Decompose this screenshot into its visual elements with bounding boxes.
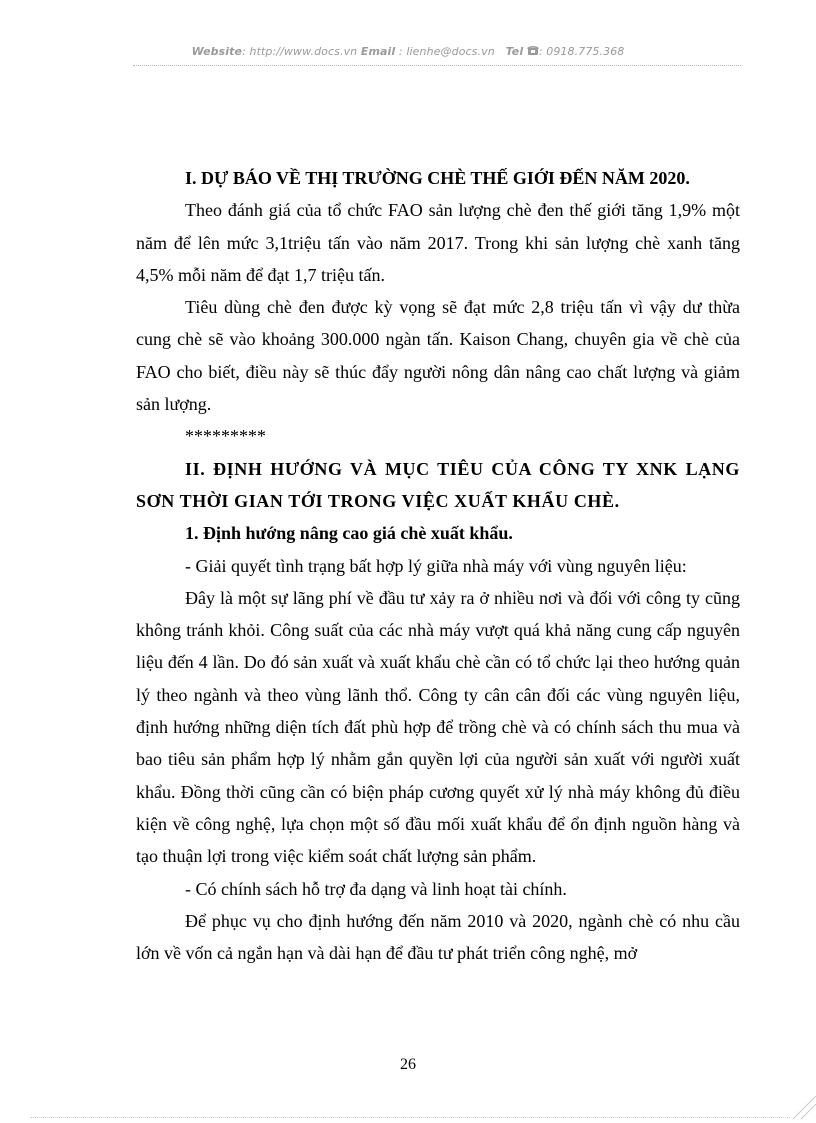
paragraph: Tiêu dùng chè đen được kỳ vọng sẽ đạt mức 2,8 triệu tấn vì vậy dư thừa cung chè sẽ vào khoảng 300.000 ngàn tấn. Kaison Chang, chuyên gia về chè của FAO cho biết, điều này sẽ thúc đẩy người nông dân nâng cao chất lượng và giảm sản lượng. (136, 297, 740, 415)
paragraph: Để phục vụ cho định hướng đến năm 2010 và 2020, ngành chè có nhu cầu lớn về vốn cả ngắn hạn và dài hạn để đầu tư phát triển công nghệ, mở (136, 910, 740, 964)
footer-divider (30, 1117, 790, 1118)
paragraph: Đây là một sự lãng phí về đầu tư xảy ra ở nhiều nơi và đối với công ty cũng không tránh khỏi. Công suất của các nhà máy vượt quá khả năng cung cấp nguyên liệu đến 4 lần. Do đó sản xuất và xuất khẩu chè cần có tổ chức lại theo hướng quản lý theo ngành và theo vùng lãnh thổ. Công ty cân cân đối các vùng nguyên liệu, định hướng những diện tích đất phù hợp để trồng chè và có chính sách thu mua và bao tiêu sản phẩm hợp lý nhằm gắn quyền lợi của người sản xuất với người xuất khẩu. Đồng thời cũng cần có biện pháp cương quyết xử lý nhà máy không đủ điều kiện về công nghệ, lựa chọn một số đầu mối xuất khẩu để ổn định nguồn hàng và tạo thuận lợi trong việc kiểm soát chất lượng sản phẩm. (136, 587, 740, 867)
heading-forecast: I. DỰ BÁO VỀ THỊ TRƯỜNG CHÈ THẾ GIỚI ĐẾN NĂM 2020. (185, 168, 690, 188)
document-body (136, 162, 740, 969)
tel-value: : 0918.775.368 (538, 45, 625, 58)
heading-orientation: II. ĐỊNH HƯỚNG VÀ MỤC TIÊU CỦA CÔNG TY XNK LẠNG SƠN THỜI GIAN TỚI TRONG VIỆC XUẤT KHẨU CHÈ. (136, 458, 740, 511)
paragraph: Theo đánh giá của tổ chức FAO sản lượng chè đen thế giới tăng 1,9% một năm để lên mức 3,1triệu tấn vào năm 2017. Trong khi sản lượng chè xanh tăng 4,5% mỗi năm để đạt 1,7 triệu tấn. (136, 200, 740, 285)
bullet-item: - Có chính sách hỗ trợ đa dạng và linh hoạt tài chính. (185, 878, 567, 899)
corner-mark (793, 1096, 816, 1119)
phone-icon (527, 45, 539, 59)
email-value: : lienhe@docs.vn (398, 45, 495, 58)
tel-label: Tel (505, 45, 524, 58)
subheading: 1. Định hướng nâng cao giá chè xuất khẩu. (185, 523, 513, 544)
email-label: Email (360, 45, 396, 58)
header-divider (133, 65, 741, 66)
page-number: 26 (400, 1056, 416, 1073)
page-header (0, 45, 816, 59)
bullet-item: - Giải quyết tình trạng bất hợp lý giữa nhà máy với vùng nguyên liệu: (185, 555, 687, 576)
separator: ********* (185, 426, 266, 447)
website-value: : http://www.docs.vn (242, 45, 358, 58)
website-label: Website (191, 45, 243, 58)
